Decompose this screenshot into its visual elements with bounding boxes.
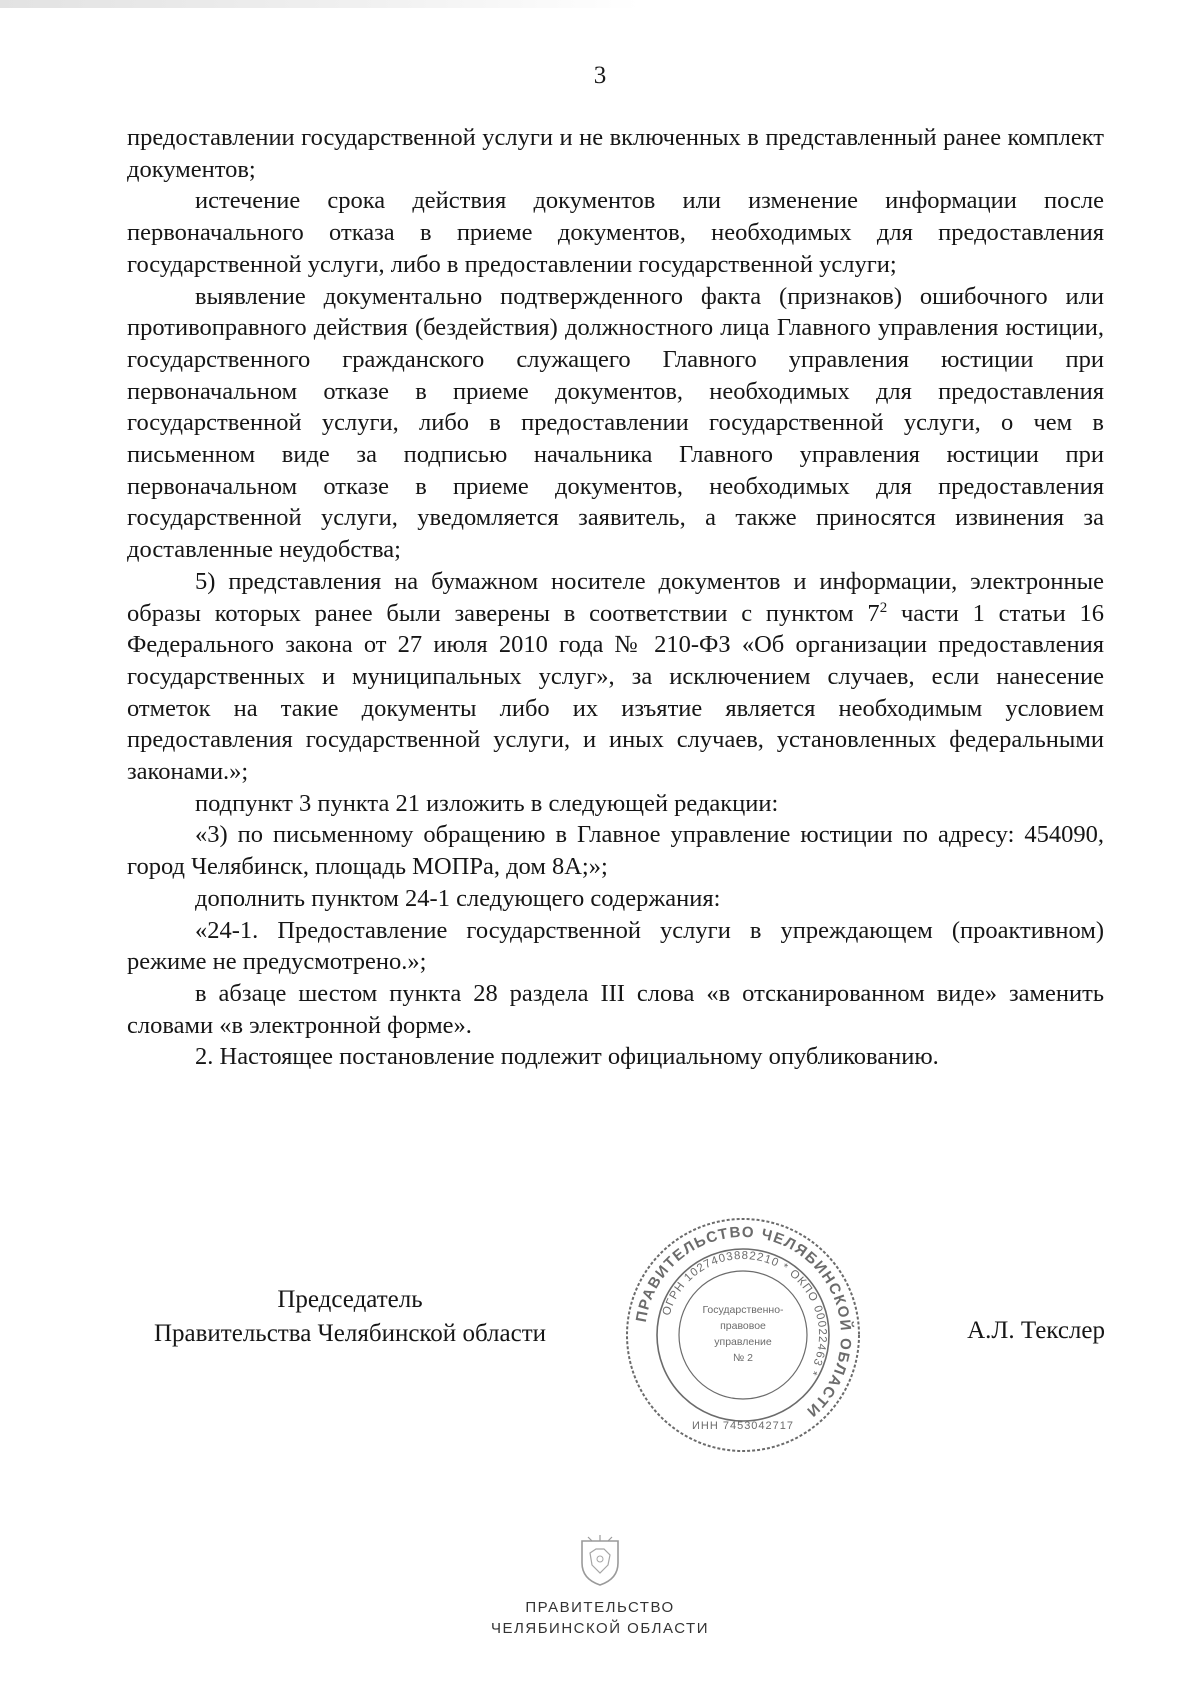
footer-logo <box>0 1535 1200 1592</box>
scan-edge-artifact <box>0 0 640 8</box>
footer-org-line: ЧЕЛЯБИНСКОЙ ОБЛАСТИ <box>491 1620 709 1637</box>
signature-title-line: Председатель <box>277 1286 423 1313</box>
signer-name: А.Л. Текслер <box>967 1317 1105 1344</box>
stamp-outer-text: ПРАВИТЕЛЬСТВО ЧЕЛЯБИНСКОЙ ОБЛАСТИ <box>632 1223 855 1421</box>
page-number: 3 <box>593 62 607 89</box>
paragraph <box>127 566 1104 788</box>
official-stamp-icon <box>623 1215 863 1455</box>
coat-of-arms-icon <box>578 1535 622 1587</box>
footer-org-line: ПРАВИТЕЛЬСТВО <box>525 1599 675 1616</box>
paragraph: «24-1. Предоставление государственной услуги в упреждающем (проактивном) режиме не предусмотрено.»; <box>127 916 1104 976</box>
paragraph-text: части 1 статьи 16 Федерального закона от 27 июля 2010 года № 210-ФЗ «Об организации предоставления государственных и муниципальных услуг», за исключением случаев, если нанесение отметок на такие документы либо их изъятие является необходимым условием предоставления государственной услуги, и иных случаев, установленных федеральными законами.»; <box>127 599 1104 786</box>
stamp-center-text: правовое <box>720 1320 766 1332</box>
signature-title <box>120 1283 580 1351</box>
paragraph: подпункт 3 пункта 21 изложить в следующей редакции: <box>195 789 779 817</box>
stamp-center-text: Государственно- <box>702 1304 784 1316</box>
stamp-center-text: управление <box>714 1336 772 1348</box>
superscript: 2 <box>879 599 888 616</box>
stamp-inn-text: ИНН 7453042717 <box>691 1420 795 1432</box>
paragraph-text: 5) представления на бумажном носителе документов и информации, электронные образы которых ранее были заверены в соответствии с пунктом 7 <box>127 567 1104 627</box>
document-body <box>127 122 1104 1073</box>
footer-organization <box>0 1597 1200 1639</box>
paragraph: дополнить пунктом 24-1 следующего содержания: <box>195 884 721 912</box>
paragraph: 2. Настоящее постановление подлежит официальному опубликованию. <box>195 1043 939 1071</box>
signature-title-line: Правительства Челябинской области <box>153 1320 547 1347</box>
paragraph: в абзаце шестом пункта 28 раздела III слова «в отсканированном виде» заменить словами «в электронной форме». <box>127 979 1104 1039</box>
stamp-center-text: № 2 <box>732 1352 754 1364</box>
paragraph: предоставлении государственной услуги и не включенных в представленный ранее комплект документов; <box>127 124 1104 183</box>
paragraph: «3) по письменному обращению в Главное управление юстиции по адресу: 454090, город Челябинск, площадь МОПРа, дом 8А;»; <box>127 821 1104 881</box>
stamp-ring-text: ОГРН 1027403882210 * ОКПО 00022463 * <box>660 1249 829 1378</box>
paragraph: выявление документально подтвержденного факта (признаков) ошибочного или противоправного действия (бездействия) должностного лица Главного управления юстиции, государственного гражданского служащего Главного управления юстиции при первоначальном отказе в приеме документов, необходимых для предоставления государственной услуги, либо в предоставлении государственной услуги, о чем в письменном виде за подписью начальника Главного управления юстиции при первоначальном отказе в приеме документов, необходимых для предоставления государственной услуги, уведомляется заявитель, а также приносятся извинения за доставленные неудобства; <box>127 282 1104 564</box>
paragraph: истечение срока действия документов или изменение информации после первоначального отказа в приеме документов, необходимых для предоставления государственной услуги, либо в предоставлении государственной услуги; <box>127 187 1104 278</box>
